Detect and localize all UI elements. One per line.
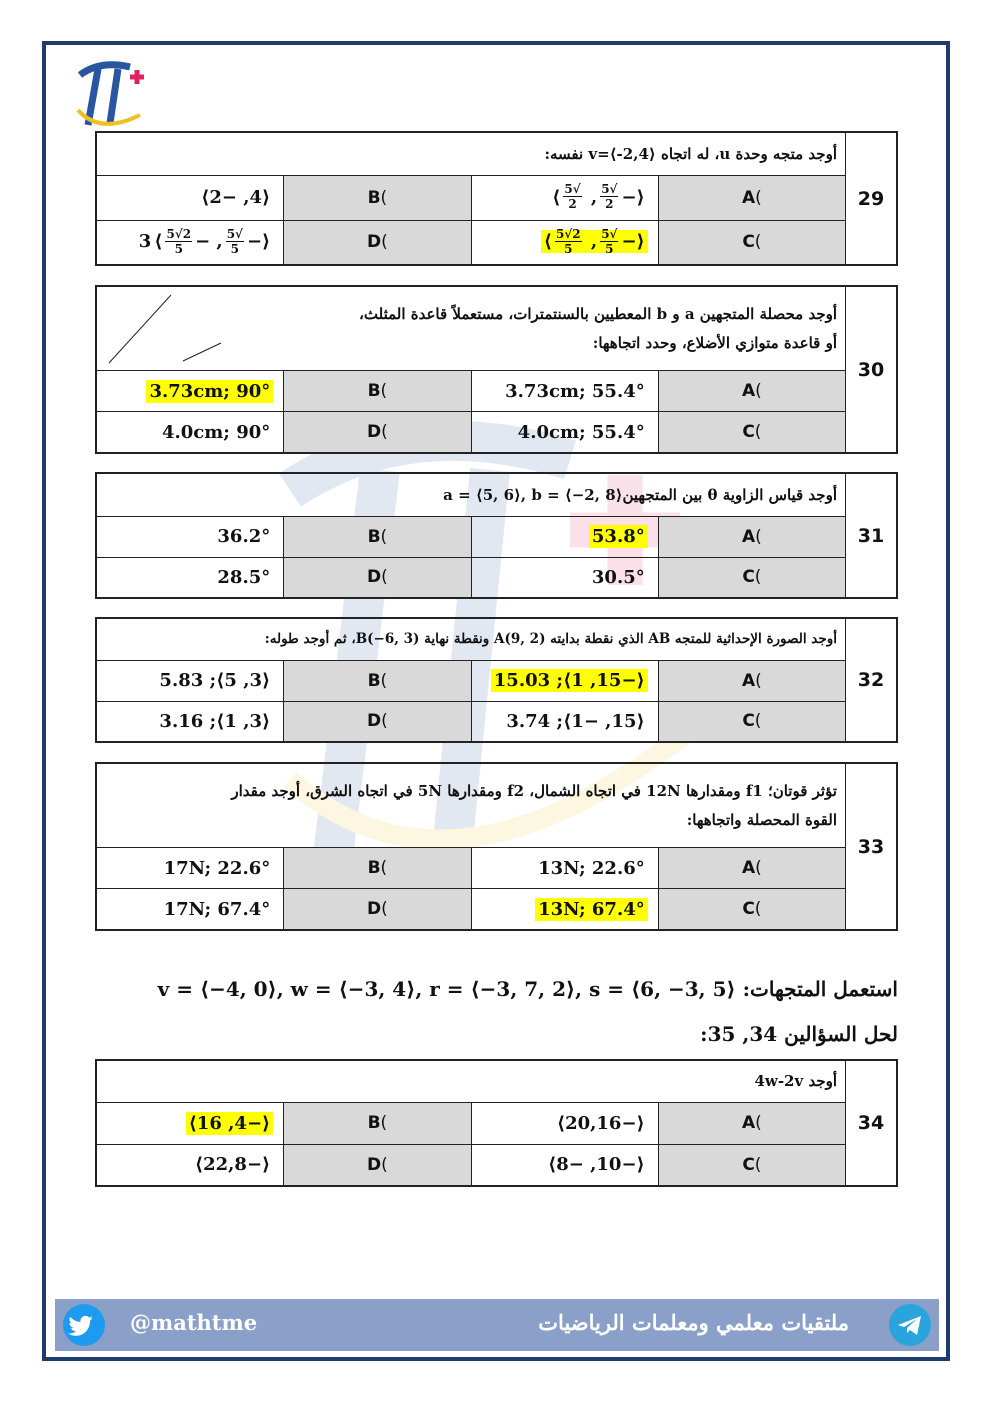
option-letter[interactable]: )C bbox=[658, 412, 845, 453]
twitter-icon[interactable] bbox=[63, 1304, 105, 1346]
option-a[interactable]: ⟨−20,16⟩ bbox=[471, 1103, 658, 1145]
option-letter[interactable]: )A bbox=[658, 176, 845, 221]
question-stem bbox=[97, 764, 846, 848]
option-a[interactable]: 53.8° bbox=[471, 517, 658, 558]
telegram-icon[interactable] bbox=[889, 1304, 931, 1346]
stem-line-2: القوة المحصلة واتجاهها: bbox=[686, 810, 837, 829]
option-c[interactable]: 30.5° bbox=[471, 557, 658, 598]
option-letter[interactable]: )C bbox=[658, 1144, 845, 1186]
option-b[interactable]: ⟨3, 5⟩; 5.83 bbox=[97, 661, 284, 702]
option-letter[interactable]: )C bbox=[658, 701, 845, 742]
logo bbox=[70, 55, 170, 135]
option-letter[interactable]: )D bbox=[284, 889, 471, 930]
option-d[interactable]: 28.5° bbox=[97, 557, 284, 598]
question-stem: أوجد الصورة الإحداثية للمتجه AB الذي نقطة بدايته A(9, 2) ونقطة نهاية B(−6, 3)، ثم أوجد طوله: bbox=[97, 619, 846, 661]
option-a[interactable]: ⟨−15, 1⟩; 15.03 bbox=[471, 661, 658, 702]
option-d[interactable]: ⟨3, 1⟩; 3.16 bbox=[97, 701, 284, 742]
option-letter[interactable]: )C bbox=[658, 889, 845, 930]
option-c[interactable]: 4.0cm; 55.4° bbox=[471, 412, 658, 453]
question-number: 32 bbox=[846, 619, 897, 742]
question-32 bbox=[95, 617, 898, 743]
option-b[interactable]: ⟨4, −2⟩ bbox=[97, 176, 284, 221]
question-33 bbox=[95, 762, 898, 931]
option-letter[interactable]: )D bbox=[284, 412, 471, 453]
option-c[interactable]: ⟨− $\frac{√5}{5}$ , $\frac{2√5}{5}$ ⟩ bbox=[471, 220, 658, 265]
option-letter[interactable]: )D bbox=[284, 1144, 471, 1186]
option-letter[interactable]: )A bbox=[658, 371, 845, 412]
option-letter[interactable]: )A bbox=[658, 848, 845, 889]
option-letter[interactable]: )D bbox=[284, 220, 471, 265]
vector-diagram bbox=[103, 291, 223, 367]
stem-line-2: أو قاعدة متوازي الأضلاع، وحدد اتجاهها: bbox=[592, 333, 837, 352]
option-b[interactable]: 17N; 22.6° bbox=[97, 848, 284, 889]
question-29 bbox=[95, 131, 898, 266]
option-letter[interactable]: )B bbox=[284, 661, 471, 702]
option-letter[interactable]: )C bbox=[658, 557, 845, 598]
option-letter[interactable]: )B bbox=[284, 176, 471, 221]
option-a[interactable]: ⟨− $\frac{√5}{2}$ , $\frac{√5}{2}$ ⟩ bbox=[471, 176, 658, 221]
option-letter[interactable]: )B bbox=[284, 517, 471, 558]
question-stem: أوجد متجه وحدة u، له اتجاه v=⟨-2,4⟩ نفسه: bbox=[97, 133, 846, 176]
question-number: 31 bbox=[846, 474, 897, 598]
option-b[interactable]: 3.73cm; 90° bbox=[97, 371, 284, 412]
question-number: 29 bbox=[846, 133, 897, 265]
question-number: 33 bbox=[846, 764, 897, 930]
question-30 bbox=[95, 285, 898, 454]
option-c[interactable]: ⟨15, −1⟩; 3.74 bbox=[471, 701, 658, 742]
questions-ref: لحل السؤالين 34, 35: bbox=[700, 1022, 898, 1046]
option-letter[interactable]: )B bbox=[284, 1103, 471, 1145]
option-d[interactable]: 17N; 67.4° bbox=[97, 889, 284, 930]
option-letter[interactable]: )A bbox=[658, 1103, 845, 1145]
vectors-intro: استعمل المتجهات: v = ⟨−4, 0⟩, w = ⟨−3, 4⟩, r = ⟨−3, 7, 2⟩, s = ⟨6, −3, 5⟩ bbox=[157, 977, 898, 1001]
option-c[interactable]: ⟨−10, −8⟩ bbox=[471, 1144, 658, 1186]
stem-line-1: تؤثر قوتان؛ f1 ومقدارها 12N في اتجاه الشمال، f2 ومقدارها 5N في اتجاه الشرق، أوجد مقدار bbox=[231, 782, 837, 800]
question-number: 34 bbox=[846, 1061, 897, 1186]
twitter-handle[interactable]: @mathtme bbox=[130, 1310, 258, 1335]
channel-title: ملتقيات معلمي ومعلمات الرياضيات bbox=[538, 1310, 849, 1335]
option-letter[interactable]: )C bbox=[658, 220, 845, 265]
option-a[interactable]: 13N; 22.6° bbox=[471, 848, 658, 889]
footer-banner bbox=[55, 1299, 939, 1351]
option-letter[interactable]: )B bbox=[284, 371, 471, 412]
option-letter[interactable]: )B bbox=[284, 848, 471, 889]
option-b[interactable]: ⟨−4, 16⟩ bbox=[97, 1103, 284, 1145]
option-d[interactable]: ⟨− $\frac{√5}{5}$ , − $\frac{2√5}{5}$ ⟩3 bbox=[97, 220, 284, 265]
option-letter[interactable]: )A bbox=[658, 517, 845, 558]
question-stem bbox=[97, 287, 846, 371]
option-d[interactable]: ⟨−22,8⟩ bbox=[97, 1144, 284, 1186]
question-34 bbox=[95, 1059, 898, 1187]
option-letter[interactable]: )A bbox=[658, 661, 845, 702]
question-stem: أوجد 4w-2v bbox=[97, 1061, 846, 1103]
option-d[interactable]: 4.0cm; 90° bbox=[97, 412, 284, 453]
question-number: 30 bbox=[846, 287, 897, 453]
question-31 bbox=[95, 472, 898, 599]
option-letter[interactable]: )D bbox=[284, 557, 471, 598]
option-c[interactable]: 13N; 67.4° bbox=[471, 889, 658, 930]
option-a[interactable]: 3.73cm; 55.4° bbox=[471, 371, 658, 412]
stem-line-1: أوجد محصلة المتجهين a و b المعطيين بالسنتمترات، مستعملاً قاعدة المثلث، bbox=[359, 305, 837, 323]
option-letter[interactable]: )D bbox=[284, 701, 471, 742]
option-b[interactable]: 36.2° bbox=[97, 517, 284, 558]
question-stem: أوجد قياس الزاوية θ بين المتجهين⟨8 ,2−⟩ = a = ⟨5, 6⟩, b bbox=[97, 474, 846, 517]
